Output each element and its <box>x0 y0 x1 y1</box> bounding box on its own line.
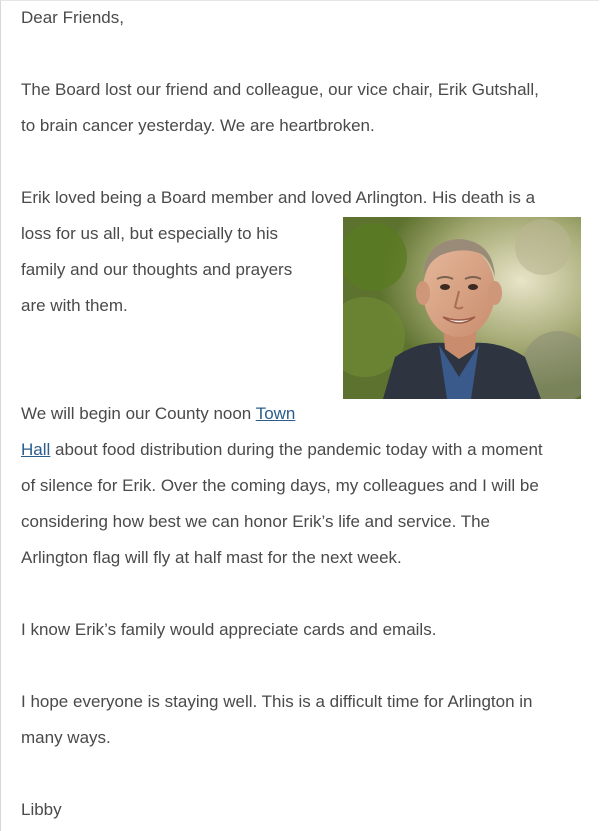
paragraph-5-line-2: many ways. <box>21 728 111 747</box>
paragraph-2-line-4: are with them. <box>21 296 128 315</box>
paragraph-3-text-2: about food distribution during the pandemic today with a moment <box>50 440 543 459</box>
paragraph-1-line-1: The Board lost our friend and colleague, our vice chair, Erik Gutshall, <box>21 80 539 99</box>
signature: Libby <box>21 800 62 819</box>
paragraph-1-line-2: to brain cancer yesterday. We are heartbroken. <box>21 116 375 135</box>
paragraph-3-line-2 <box>21 432 543 468</box>
paragraph-3-line-4: considering how best we can honor Erik’s life and service. The <box>21 512 491 531</box>
town-hall-link-part-1[interactable]: Town <box>255 404 296 423</box>
paragraph-5-line-1: I hope everyone is staying well. This is a difficult time for Arlington in <box>21 692 533 711</box>
paragraph-2-line-3: family and our thoughts and prayers <box>21 260 293 279</box>
greeting: Dear Friends, <box>21 8 124 27</box>
town-hall-link-part-2[interactable]: Hall <box>21 440 51 459</box>
paragraph-3-line-1 <box>21 396 295 432</box>
portrait-illustration <box>343 217 581 399</box>
paragraph-2-line-1: Erik loved being a Board member and loved Arlington. His death is a <box>21 188 536 207</box>
portrait-photo <box>343 217 581 399</box>
paragraph-2-line-2: loss for us all, but especially to his <box>21 224 279 243</box>
paragraph-4-line-1: I know Erik’s family would appreciate cards and emails. <box>21 620 437 639</box>
paragraph-3-text-1: We will begin our County noon <box>21 404 256 423</box>
paragraph-3-line-5: Arlington flag will fly at half mast for the next week. <box>21 548 402 567</box>
paragraph-3-line-3: of silence for Erik. Over the coming days, my colleagues and I will be <box>21 476 539 495</box>
